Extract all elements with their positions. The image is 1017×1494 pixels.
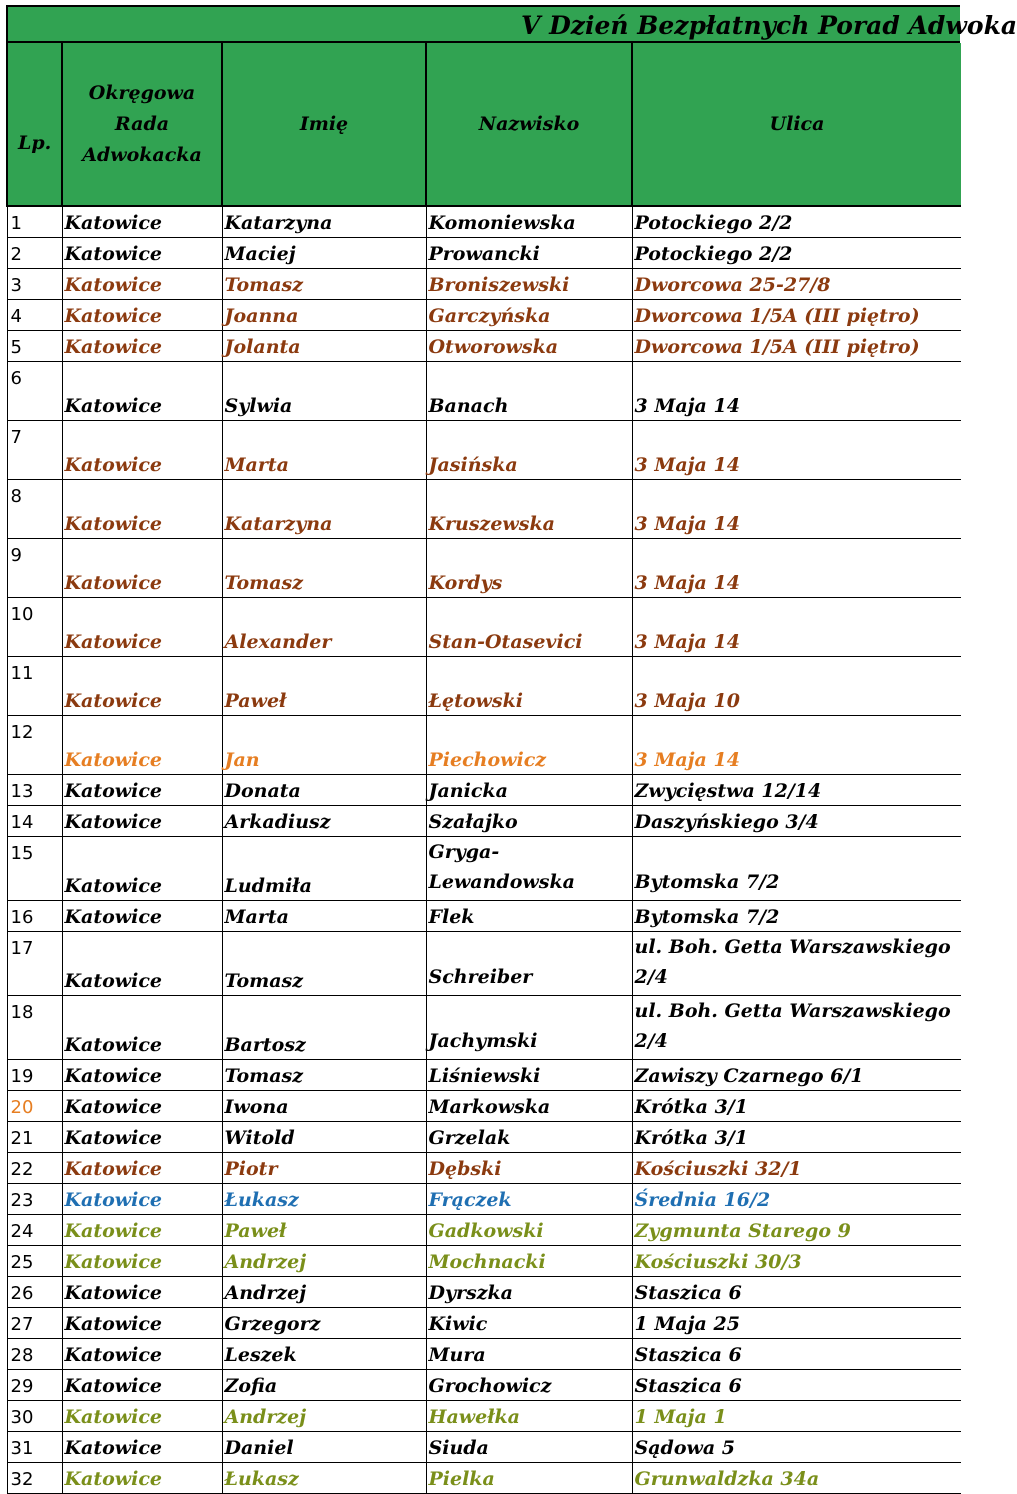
cell-city: Katowice: [62, 1400, 222, 1431]
cell-first-name: Iwona: [222, 1090, 426, 1121]
cell-street: Zygmunta Starego 9: [632, 1214, 961, 1245]
cell-surname: Dębski: [426, 1152, 632, 1183]
cell-street: 1 Maja 1: [632, 1400, 961, 1431]
cell-street: Średnia 16/2: [632, 1183, 961, 1214]
cell-first-name: Joanna: [222, 299, 426, 330]
cell-city: Katowice: [62, 1307, 222, 1338]
title-banner: [6, 5, 1017, 43]
row-number: 21: [7, 1121, 62, 1152]
cell-first-name: Tomasz: [222, 931, 426, 995]
cell-first-name: Tomasz: [222, 268, 426, 299]
cell-city: Katowice: [62, 1276, 222, 1307]
row-number: 26: [7, 1276, 62, 1307]
row-number: 17: [7, 931, 62, 995]
table-row: [7, 900, 961, 931]
cell-street: 3 Maja 14: [632, 597, 961, 656]
banner-title: V Dzień Bezpłatnych Porad Adwoka: [521, 11, 1017, 40]
header-row: [7, 43, 961, 206]
cell-first-name: Grzegorz: [222, 1307, 426, 1338]
cell-surname: Mochnacki: [426, 1245, 632, 1276]
table-row: [7, 1214, 961, 1245]
cell-surname: Kordys: [426, 538, 632, 597]
cell-first-name: Marta: [222, 420, 426, 479]
header-surname: Nazwisko: [426, 43, 632, 206]
table-row: [7, 1152, 961, 1183]
cell-street: Zwycięstwa 12/14: [632, 774, 961, 805]
table-row: [7, 1059, 961, 1090]
row-number: 15: [7, 836, 62, 900]
cell-surname: Gryga-Lewandowska: [426, 836, 632, 900]
cell-surname: Banach: [426, 361, 632, 420]
cell-city: Katowice: [62, 330, 222, 361]
cell-first-name: Alexander: [222, 597, 426, 656]
cell-city: Katowice: [62, 237, 222, 268]
row-number: 3: [7, 268, 62, 299]
cell-street: Dworcowa 25-27/8: [632, 268, 961, 299]
cell-surname: Mura: [426, 1338, 632, 1369]
cell-first-name: Łukasz: [222, 1462, 426, 1493]
cell-surname: Jasińska: [426, 420, 632, 479]
cell-street: Daszyńskiego 3/4: [632, 805, 961, 836]
table-row: [7, 330, 961, 361]
cell-street: 3 Maja 14: [632, 538, 961, 597]
table-row: [7, 420, 961, 479]
table-row: [7, 538, 961, 597]
cell-first-name: Katarzyna: [222, 206, 426, 237]
cell-street: 3 Maja 14: [632, 361, 961, 420]
cell-street: Bytomska 7/2: [632, 900, 961, 931]
row-number: 8: [7, 479, 62, 538]
cell-first-name: Ludmiła: [222, 836, 426, 900]
row-number: 5: [7, 330, 62, 361]
row-number: 9: [7, 538, 62, 597]
row-number: 31: [7, 1431, 62, 1462]
table-row: [7, 237, 961, 268]
cell-city: Katowice: [62, 420, 222, 479]
cell-surname: Komoniewska: [426, 206, 632, 237]
cell-first-name: Paweł: [222, 1214, 426, 1245]
cell-city: Katowice: [62, 1462, 222, 1493]
cell-city: Katowice: [62, 1214, 222, 1245]
cell-first-name: Tomasz: [222, 538, 426, 597]
table-row: [7, 805, 961, 836]
cell-first-name: Łukasz: [222, 1183, 426, 1214]
cell-city: Katowice: [62, 299, 222, 330]
cell-city: Katowice: [62, 1369, 222, 1400]
cell-surname: Prowancki: [426, 237, 632, 268]
table-row: [7, 1276, 961, 1307]
cell-first-name: Leszek: [222, 1338, 426, 1369]
cell-city: Katowice: [62, 995, 222, 1059]
row-number: 4: [7, 299, 62, 330]
cell-city: Katowice: [62, 931, 222, 995]
table-row: [7, 206, 961, 237]
cell-first-name: Tomasz: [222, 1059, 426, 1090]
table-row: [7, 1369, 961, 1400]
cell-surname: Siuda: [426, 1431, 632, 1462]
cell-first-name: Andrzej: [222, 1245, 426, 1276]
row-number: 23: [7, 1183, 62, 1214]
cell-city: Katowice: [62, 656, 222, 715]
header-street: Ulica: [632, 43, 961, 206]
header-first-name: Imię: [222, 43, 426, 206]
row-number: 2: [7, 237, 62, 268]
cell-street: Potockiego 2/2: [632, 237, 961, 268]
cell-surname: Łętowski: [426, 656, 632, 715]
row-number: 16: [7, 900, 62, 931]
cell-city: Katowice: [62, 1121, 222, 1152]
cell-first-name: Jolanta: [222, 330, 426, 361]
cell-surname: Gadkowski: [426, 1214, 632, 1245]
cell-street: Dworcowa 1/5A (III piętro): [632, 299, 961, 330]
table-row: [7, 656, 961, 715]
cell-first-name: Maciej: [222, 237, 426, 268]
cell-surname: Szałajko: [426, 805, 632, 836]
cell-street: Staszica 6: [632, 1369, 961, 1400]
cell-first-name: Witold: [222, 1121, 426, 1152]
cell-first-name: Andrzej: [222, 1276, 426, 1307]
table-row: [7, 715, 961, 774]
cell-street: Staszica 6: [632, 1276, 961, 1307]
row-number: 7: [7, 420, 62, 479]
table-row: [7, 1090, 961, 1121]
table-row: [7, 361, 961, 420]
row-number: 6: [7, 361, 62, 420]
cell-first-name: Paweł: [222, 656, 426, 715]
cell-street: Kościuszki 30/3: [632, 1245, 961, 1276]
table-row: [7, 1338, 961, 1369]
cell-street: Bytomska 7/2: [632, 836, 961, 900]
table-row: [7, 1462, 961, 1493]
cell-city: Katowice: [62, 805, 222, 836]
row-number: 29: [7, 1369, 62, 1400]
cell-first-name: Jan: [222, 715, 426, 774]
row-number: 11: [7, 656, 62, 715]
cell-first-name: Piotr: [222, 1152, 426, 1183]
cell-surname: Schreiber: [426, 931, 632, 995]
row-number: 27: [7, 1307, 62, 1338]
cell-surname: Liśniewski: [426, 1059, 632, 1090]
cell-surname: Otworowska: [426, 330, 632, 361]
row-number: 14: [7, 805, 62, 836]
table-row: [7, 268, 961, 299]
row-number: 22: [7, 1152, 62, 1183]
row-number: 20: [7, 1090, 62, 1121]
cell-surname: Kruszewska: [426, 479, 632, 538]
cell-first-name: Donata: [222, 774, 426, 805]
table-row: [7, 836, 961, 900]
row-number: 1: [7, 206, 62, 237]
cell-city: Katowice: [62, 479, 222, 538]
cell-surname: Grzelak: [426, 1121, 632, 1152]
cell-street: Sądowa 5: [632, 1431, 961, 1462]
cell-first-name: Zofia: [222, 1369, 426, 1400]
row-number: 13: [7, 774, 62, 805]
row-number: 28: [7, 1338, 62, 1369]
cell-street: Grunwaldzka 34a: [632, 1462, 961, 1493]
row-number: 24: [7, 1214, 62, 1245]
header-chamber: Okręgowa Rada Adwokacka: [62, 43, 222, 206]
cell-surname: Hawełka: [426, 1400, 632, 1431]
cell-surname: Jachymski: [426, 995, 632, 1059]
cell-surname: Janicka: [426, 774, 632, 805]
cell-first-name: Daniel: [222, 1431, 426, 1462]
cell-city: Katowice: [62, 1338, 222, 1369]
table-row: [7, 597, 961, 656]
table-row: [7, 299, 961, 330]
cell-city: Katowice: [62, 1152, 222, 1183]
table-row: [7, 774, 961, 805]
header-lp: Lp.: [7, 43, 62, 206]
cell-street: Zawiszy Czarnego 6/1: [632, 1059, 961, 1090]
cell-first-name: Marta: [222, 900, 426, 931]
table-row: [7, 995, 961, 1059]
cell-city: Katowice: [62, 206, 222, 237]
cell-surname: Frączek: [426, 1183, 632, 1214]
row-number: 19: [7, 1059, 62, 1090]
cell-surname: Markowska: [426, 1090, 632, 1121]
row-number: 32: [7, 1462, 62, 1493]
cell-street: Dworcowa 1/5A (III piętro): [632, 330, 961, 361]
table-row: [7, 479, 961, 538]
cell-street: ul. Boh. Getta Warszawskiego 2/4: [632, 931, 961, 995]
cell-first-name: Andrzej: [222, 1400, 426, 1431]
table-row: [7, 1307, 961, 1338]
cell-city: Katowice: [62, 1090, 222, 1121]
cell-surname: Stan-Otasevici: [426, 597, 632, 656]
cell-city: Katowice: [62, 836, 222, 900]
cell-city: Katowice: [62, 268, 222, 299]
cell-city: Katowice: [62, 597, 222, 656]
cell-city: Katowice: [62, 774, 222, 805]
cell-street: Staszica 6: [632, 1338, 961, 1369]
table-row: [7, 1183, 961, 1214]
cell-surname: Piechowicz: [426, 715, 632, 774]
cell-first-name: Katarzyna: [222, 479, 426, 538]
cell-street: 3 Maja 10: [632, 656, 961, 715]
cell-street: ul. Boh. Getta Warszawskiego 2/4: [632, 995, 961, 1059]
cell-first-name: Arkadiusz: [222, 805, 426, 836]
table-row: [7, 1400, 961, 1431]
cell-street: Potockiego 2/2: [632, 206, 961, 237]
cell-surname: Grochowicz: [426, 1369, 632, 1400]
table-row: [7, 1245, 961, 1276]
row-number: 10: [7, 597, 62, 656]
cell-first-name: Bartosz: [222, 995, 426, 1059]
cell-street: Krótka 3/1: [632, 1121, 961, 1152]
row-number: 12: [7, 715, 62, 774]
lawyers-table: [6, 43, 961, 1494]
cell-surname: Broniszewski: [426, 268, 632, 299]
table-body: [7, 206, 961, 1493]
cell-city: Katowice: [62, 1245, 222, 1276]
cell-street: Kościuszki 32/1: [632, 1152, 961, 1183]
cell-city: Katowice: [62, 900, 222, 931]
table-row: [7, 931, 961, 995]
cell-city: Katowice: [62, 1059, 222, 1090]
cell-first-name: Sylwia: [222, 361, 426, 420]
cell-city: Katowice: [62, 538, 222, 597]
cell-street: 3 Maja 14: [632, 479, 961, 538]
table-row: [7, 1121, 961, 1152]
cell-surname: Pielka: [426, 1462, 632, 1493]
cell-city: Katowice: [62, 1431, 222, 1462]
table-row: [7, 1431, 961, 1462]
cell-street: 3 Maja 14: [632, 715, 961, 774]
cell-city: Katowice: [62, 1183, 222, 1214]
cell-street: Krótka 3/1: [632, 1090, 961, 1121]
cell-surname: Garczyńska: [426, 299, 632, 330]
row-number: 30: [7, 1400, 62, 1431]
row-number: 18: [7, 995, 62, 1059]
cell-surname: Kiwic: [426, 1307, 632, 1338]
cell-surname: Flek: [426, 900, 632, 931]
cell-street: 3 Maja 14: [632, 420, 961, 479]
cell-city: Katowice: [62, 361, 222, 420]
cell-street: 1 Maja 25: [632, 1307, 961, 1338]
cell-surname: Dyrszka: [426, 1276, 632, 1307]
row-number: 25: [7, 1245, 62, 1276]
cell-city: Katowice: [62, 715, 222, 774]
